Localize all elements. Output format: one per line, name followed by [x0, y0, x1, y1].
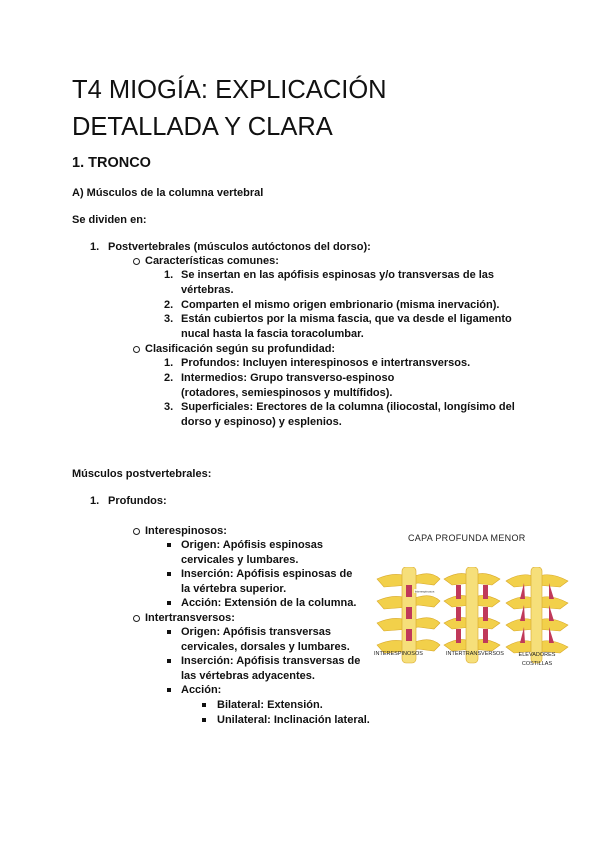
interespinosos-label: Interespinosos: — [145, 525, 227, 537]
interespinosos-diagram — [377, 567, 440, 663]
elevadores-diagram — [506, 567, 568, 663]
intertransversos-insercion: Inserción: Apófisis transversas de las vértebras adyacentes. — [181, 655, 361, 682]
square-bullet-icon — [167, 659, 171, 663]
list-number: 1. — [90, 495, 100, 507]
intro-text: Se dividen en: — [72, 214, 147, 226]
subheading: Músculos postvertebrales: — [72, 468, 212, 480]
list-item: Profundos: Incluyen interespinosos e intertransversos. — [181, 357, 471, 369]
list-item: Comparten el mismo origen embrionario (misma inervación). — [181, 299, 500, 311]
interespinosos-insercion: Inserción: Apófisis espinosas de la vértebra superior. — [181, 568, 353, 595]
list-item: Están cubiertos por la misma fascia, que va desde el ligamento nucal hasta la fascia toracolumbar. — [181, 313, 512, 340]
caracteristicas-label: Características comunes: — [145, 255, 279, 267]
accion-unilateral: Unilateral: Inclinación lateral. — [217, 714, 370, 726]
square-bullet-icon — [167, 572, 171, 576]
list-number: 3. — [164, 401, 174, 413]
list-item: Intermedios: Grupo transverso-espinoso (rotadores, semiespinosos y multífidos). — [181, 372, 395, 399]
list-number: 2. — [164, 372, 174, 384]
figure-title: CAPA PROFUNDA MENOR — [408, 533, 526, 543]
intertransversos-diagram — [444, 567, 500, 663]
postvertebrales-label: Postvertebrales (músculos autóctonos del dorso): — [108, 241, 371, 253]
list-number: 2. — [164, 299, 174, 311]
section-heading: 1. TRONCO — [72, 155, 151, 171]
interespinosos-origen: Origen: Apófisis espinosas cervicales y lumbares. — [181, 539, 324, 566]
list-number: 1. — [90, 241, 100, 253]
square-bullet-icon — [167, 688, 171, 692]
intertransversos-accion: Acción: — [181, 684, 222, 696]
list-number: 1. — [164, 269, 174, 281]
spine-muscles-figure — [372, 525, 572, 675]
figure-caption: ELEVADORES COSTILLAS — [518, 652, 556, 667]
circle-bullet-icon — [133, 528, 140, 535]
list-number: 1. — [164, 357, 174, 369]
subsection-heading: A) Músculos de la columna vertebral — [72, 187, 264, 199]
list-item: Se insertan en las apófisis espinosas y/o transversas de las vértebras. — [181, 269, 495, 296]
intertransversos-origen: Origen: Apófisis transversas cervicales, dorsales y lumbares. — [181, 626, 350, 653]
square-bullet-icon — [167, 543, 171, 547]
square-bullet-icon — [202, 703, 206, 707]
profundos-label: Profundos: — [108, 495, 167, 507]
list-item: Superficiales: Erectores de la columna (iliocostal, longísimo del dorso y espinoso) y esplenios. — [181, 401, 515, 428]
square-bullet-icon — [167, 630, 171, 634]
intertransversos-label: Intertransversos: — [145, 612, 235, 624]
circle-bullet-icon — [133, 615, 140, 622]
square-bullet-icon — [202, 718, 206, 722]
circle-bullet-icon — [133, 258, 140, 265]
figure-caption: INTERESPINOSOS — [374, 651, 423, 657]
svg-text:interespinosos: interespinosos — [415, 589, 435, 594]
accion-bilateral: Bilateral: Extensión. — [217, 699, 323, 711]
page-title: T4 MIOGÍA: EXPLICACIÓN DETALLADA Y CLARA — [72, 76, 387, 141]
square-bullet-icon — [167, 601, 171, 605]
circle-bullet-icon — [133, 346, 140, 353]
interespinosos-accion: Acción: Extensión de la columna. — [181, 597, 357, 609]
figure-caption: INTERTRANSVERSOS — [446, 651, 504, 657]
clasificacion-label: Clasificación según su profundidad: — [145, 343, 336, 355]
list-number: 3. — [164, 313, 174, 325]
